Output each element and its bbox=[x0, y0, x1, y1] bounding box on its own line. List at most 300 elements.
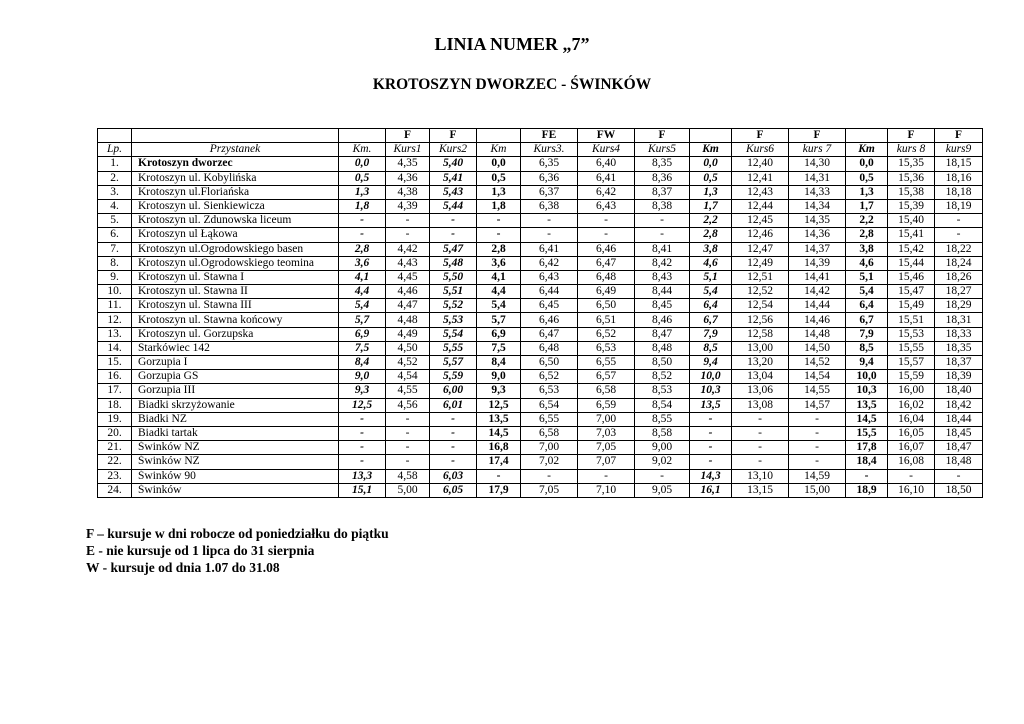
table-row-cell: 13,06 bbox=[732, 384, 789, 398]
table-row bbox=[98, 370, 983, 384]
header-row-cell: Kurs3. bbox=[521, 143, 578, 157]
table-row-cell: 6,44 bbox=[521, 285, 578, 299]
table-row bbox=[98, 426, 983, 440]
table-row-cell: 4,52 bbox=[386, 356, 430, 370]
table-row-cell: 14,57 bbox=[789, 398, 846, 412]
table-row-cell: 5,00 bbox=[386, 483, 430, 497]
table-row-cell: 6,51 bbox=[578, 313, 635, 327]
table-row-cell: - bbox=[430, 455, 477, 469]
table-row-cell: 12,58 bbox=[732, 327, 789, 341]
table-row-cell: - bbox=[430, 426, 477, 440]
table-row-cell: 5,52 bbox=[430, 299, 477, 313]
table-row-cell: 5,43 bbox=[430, 185, 477, 199]
table-row-cell: 5. bbox=[98, 214, 132, 228]
table-row-cell: 1,3 bbox=[690, 185, 732, 199]
table-row-cell: 10,3 bbox=[690, 384, 732, 398]
table-row-cell: 18,40 bbox=[935, 384, 983, 398]
table-row-cell: - bbox=[888, 469, 935, 483]
table-row-cell: 4,1 bbox=[339, 270, 386, 284]
table-row-cell: 14,5 bbox=[477, 426, 521, 440]
table-row-cell: 7,00 bbox=[521, 441, 578, 455]
table-row-cell: 4,56 bbox=[386, 398, 430, 412]
table-row-cell: 18,18 bbox=[935, 185, 983, 199]
table-row-cell: 4,55 bbox=[386, 384, 430, 398]
table-row-cell: 14,30 bbox=[789, 157, 846, 171]
table-row-cell: Krotoszyn ul. Stawna II bbox=[132, 285, 339, 299]
table-row-cell: 12,46 bbox=[732, 228, 789, 242]
table-row-cell: 18,37 bbox=[935, 356, 983, 370]
table-row-cell: 8,5 bbox=[690, 341, 732, 355]
table-row-cell: 2,2 bbox=[846, 214, 888, 228]
table-row-cell: 2. bbox=[98, 171, 132, 185]
table-row-cell: 6,48 bbox=[521, 341, 578, 355]
table-row-cell: - bbox=[935, 228, 983, 242]
table-row-cell: 5,1 bbox=[690, 270, 732, 284]
table-row-cell: 12,54 bbox=[732, 299, 789, 313]
table-row-cell: 8,58 bbox=[635, 426, 690, 440]
table-row-cell: 0,0 bbox=[846, 157, 888, 171]
header-row-cell: kurs9 bbox=[935, 143, 983, 157]
table-row-cell: 12. bbox=[98, 313, 132, 327]
table-row-cell: 13,5 bbox=[690, 398, 732, 412]
table-row-cell: - bbox=[846, 469, 888, 483]
table-row-cell: 13,15 bbox=[732, 483, 789, 497]
table-row-cell: 4. bbox=[98, 199, 132, 213]
table-row-cell: 14,52 bbox=[789, 356, 846, 370]
table-row-cell: Biadki skrzyżowanie bbox=[132, 398, 339, 412]
table-row-cell: 5,44 bbox=[430, 199, 477, 213]
table-row-cell: 18,47 bbox=[935, 441, 983, 455]
table-row-cell: 9,4 bbox=[846, 356, 888, 370]
table-row-cell: 3. bbox=[98, 185, 132, 199]
table-row-cell: 6,55 bbox=[578, 356, 635, 370]
table-row-cell: - bbox=[339, 441, 386, 455]
flag-row-cell bbox=[477, 129, 521, 143]
table-row-cell: 5,51 bbox=[430, 285, 477, 299]
table-row-cell: 9,0 bbox=[477, 370, 521, 384]
table-row-cell: 0,5 bbox=[477, 171, 521, 185]
table-row-cell: 5,41 bbox=[430, 171, 477, 185]
table-row-cell: 15,51 bbox=[888, 313, 935, 327]
table-row-cell: 23. bbox=[98, 469, 132, 483]
table-row bbox=[98, 398, 983, 412]
table-row-cell: - bbox=[339, 228, 386, 242]
table-row-cell: Krotoszyn ul. Sienkiewicza bbox=[132, 199, 339, 213]
table-row-cell: 8,36 bbox=[635, 171, 690, 185]
table-row-cell: 18,35 bbox=[935, 341, 983, 355]
table-row-cell: - bbox=[635, 228, 690, 242]
table-row-cell: - bbox=[477, 214, 521, 228]
table-row bbox=[98, 171, 983, 185]
table-row-cell: 8,48 bbox=[635, 341, 690, 355]
table-row-cell: 6,53 bbox=[578, 341, 635, 355]
table-row-cell: - bbox=[477, 469, 521, 483]
table-row-cell: 15,49 bbox=[888, 299, 935, 313]
table-row-cell: 12,43 bbox=[732, 185, 789, 199]
table-row-cell: 15,55 bbox=[888, 341, 935, 355]
table-row-cell: Biadki NZ bbox=[132, 412, 339, 426]
table-row-cell: 12,5 bbox=[477, 398, 521, 412]
table-row-cell: 8. bbox=[98, 256, 132, 270]
table-row-cell: 7,9 bbox=[690, 327, 732, 341]
table-row-cell: 16,00 bbox=[888, 384, 935, 398]
table-row bbox=[98, 199, 983, 213]
table-row-cell: 4,50 bbox=[386, 341, 430, 355]
table-row bbox=[98, 441, 983, 455]
table-row-cell: 6. bbox=[98, 228, 132, 242]
table-row-cell: 15,46 bbox=[888, 270, 935, 284]
table-row-cell: - bbox=[690, 412, 732, 426]
table-row-cell: - bbox=[789, 441, 846, 455]
table-row-cell: 14,42 bbox=[789, 285, 846, 299]
table-row-cell: Biadki tartak bbox=[132, 426, 339, 440]
flag-row-cell bbox=[339, 129, 386, 143]
flag-row-cell: F bbox=[386, 129, 430, 143]
table-row-cell: 6,36 bbox=[521, 171, 578, 185]
flag-row bbox=[98, 129, 983, 143]
table-row-cell: 18,15 bbox=[935, 157, 983, 171]
table-row-cell: 1,3 bbox=[339, 185, 386, 199]
table-row-cell: 6,49 bbox=[578, 285, 635, 299]
table-row-cell: 8,4 bbox=[477, 356, 521, 370]
table-row-cell: 8,55 bbox=[635, 412, 690, 426]
table-row-cell: Krotoszyn ul. Zdunowska liceum bbox=[132, 214, 339, 228]
header-row-cell: kurs 7 bbox=[789, 143, 846, 157]
table-row-cell: 4,38 bbox=[386, 185, 430, 199]
table-row-cell: 0,0 bbox=[690, 157, 732, 171]
table-row-cell: 6,41 bbox=[521, 242, 578, 256]
table-row-cell: 6,46 bbox=[521, 313, 578, 327]
table-row-cell: 6,43 bbox=[578, 199, 635, 213]
table-row-cell: 8,38 bbox=[635, 199, 690, 213]
table-row-cell: 6,01 bbox=[430, 398, 477, 412]
table-row bbox=[98, 242, 983, 256]
table-row-cell: 15,42 bbox=[888, 242, 935, 256]
table-row-cell: 18,22 bbox=[935, 242, 983, 256]
table-row-cell: 16. bbox=[98, 370, 132, 384]
flag-row-cell: F bbox=[789, 129, 846, 143]
table-row-cell: 6,55 bbox=[521, 412, 578, 426]
table-row-cell: 14,55 bbox=[789, 384, 846, 398]
table-row-cell: 6,4 bbox=[846, 299, 888, 313]
table-row-cell: - bbox=[578, 214, 635, 228]
table-row-cell: 16,02 bbox=[888, 398, 935, 412]
table-row-cell: 5,4 bbox=[846, 285, 888, 299]
table-row-cell: 16,05 bbox=[888, 426, 935, 440]
table-row-cell: 18,45 bbox=[935, 426, 983, 440]
table-row-cell: 18,42 bbox=[935, 398, 983, 412]
table-row-cell: - bbox=[935, 214, 983, 228]
table-row-cell: 7,05 bbox=[578, 441, 635, 455]
table-row-cell: 4,4 bbox=[339, 285, 386, 299]
table-row-cell: Świnków bbox=[132, 483, 339, 497]
table-row bbox=[98, 483, 983, 497]
flag-row-cell bbox=[132, 129, 339, 143]
table-row-cell: 4,6 bbox=[846, 256, 888, 270]
table-row-cell: 14,31 bbox=[789, 171, 846, 185]
table-row-cell: 16,07 bbox=[888, 441, 935, 455]
table-row-cell: 8,52 bbox=[635, 370, 690, 384]
table-row-cell: Krotoszyn ul. Stawna końcowy bbox=[132, 313, 339, 327]
flag-row-cell bbox=[846, 129, 888, 143]
table-row-cell: 15,40 bbox=[888, 214, 935, 228]
table-row-cell: 14. bbox=[98, 341, 132, 355]
table-row-cell: 8,5 bbox=[846, 341, 888, 355]
table-row-cell: 18,27 bbox=[935, 285, 983, 299]
table-row-cell: 5,7 bbox=[477, 313, 521, 327]
table-row bbox=[98, 341, 983, 355]
table-row-cell: - bbox=[521, 469, 578, 483]
table-row-cell: 6,50 bbox=[521, 356, 578, 370]
table-row-cell: 6,40 bbox=[578, 157, 635, 171]
table-row-cell: 5,48 bbox=[430, 256, 477, 270]
table-row-cell: 0,5 bbox=[339, 171, 386, 185]
table-row-cell: 18,48 bbox=[935, 455, 983, 469]
table-row-cell: 17,9 bbox=[477, 483, 521, 497]
table-row-cell: 12,49 bbox=[732, 256, 789, 270]
table-row-cell: 6,59 bbox=[578, 398, 635, 412]
table-row-cell: 4,46 bbox=[386, 285, 430, 299]
table-row-cell: 14,35 bbox=[789, 214, 846, 228]
table-row-cell: 6,7 bbox=[846, 313, 888, 327]
table-row-cell: 14,3 bbox=[690, 469, 732, 483]
table-row bbox=[98, 327, 983, 341]
header-row-cell: Km bbox=[846, 143, 888, 157]
table-row bbox=[98, 256, 983, 270]
table-row-cell: 9,4 bbox=[690, 356, 732, 370]
table-row-cell: 10,0 bbox=[690, 370, 732, 384]
header-row-cell: Kurs5 bbox=[635, 143, 690, 157]
table-row-cell: 13,10 bbox=[732, 469, 789, 483]
table-row-cell: - bbox=[789, 455, 846, 469]
header-row-cell: Kurs6 bbox=[732, 143, 789, 157]
table-row-cell: 10. bbox=[98, 285, 132, 299]
table-row-cell: 4,39 bbox=[386, 199, 430, 213]
table-row-cell: - bbox=[386, 214, 430, 228]
table-row bbox=[98, 185, 983, 199]
table-row bbox=[98, 313, 983, 327]
table-row-cell: 6,7 bbox=[690, 313, 732, 327]
table-row-cell: 14,54 bbox=[789, 370, 846, 384]
table-row-cell: Świnków NZ bbox=[132, 455, 339, 469]
table-row-cell: 15,38 bbox=[888, 185, 935, 199]
flag-row-cell bbox=[690, 129, 732, 143]
table-row-cell: 4,49 bbox=[386, 327, 430, 341]
table-row-cell: - bbox=[935, 469, 983, 483]
table-row-cell: Krotoszyn ul.Floriańska bbox=[132, 185, 339, 199]
table-row-cell: 16,1 bbox=[690, 483, 732, 497]
table-row-cell: 15,59 bbox=[888, 370, 935, 384]
table-row-cell: 6,58 bbox=[521, 426, 578, 440]
table-row-cell: 14,34 bbox=[789, 199, 846, 213]
table-row-cell: - bbox=[732, 441, 789, 455]
table-row-cell: 6,37 bbox=[521, 185, 578, 199]
table-row-cell: 6,46 bbox=[578, 242, 635, 256]
table-row-cell: 15,44 bbox=[888, 256, 935, 270]
table-row-cell: 6,47 bbox=[521, 327, 578, 341]
table-row-cell: - bbox=[732, 455, 789, 469]
table-row-cell: 2,8 bbox=[690, 228, 732, 242]
table-row-cell: 8,54 bbox=[635, 398, 690, 412]
table-row-cell: Krotoszyn ul Łąkowa bbox=[132, 228, 339, 242]
flag-row-cell: F bbox=[635, 129, 690, 143]
table-row-cell: 6,58 bbox=[578, 384, 635, 398]
table-row-cell: - bbox=[386, 455, 430, 469]
table-row-cell: - bbox=[789, 426, 846, 440]
table-row-cell: 9,05 bbox=[635, 483, 690, 497]
table-row-cell: 15,36 bbox=[888, 171, 935, 185]
table-row-cell: 8,47 bbox=[635, 327, 690, 341]
table-row-cell: 18,31 bbox=[935, 313, 983, 327]
table-row-cell: 2,8 bbox=[477, 242, 521, 256]
table-row-cell: - bbox=[386, 412, 430, 426]
table-row-cell: 6,00 bbox=[430, 384, 477, 398]
table-row-cell: - bbox=[578, 469, 635, 483]
table-row-cell: 19. bbox=[98, 412, 132, 426]
table-row-cell: - bbox=[635, 469, 690, 483]
table-row-cell: 12,47 bbox=[732, 242, 789, 256]
table-row-cell: 5,53 bbox=[430, 313, 477, 327]
table-row-cell: 8,37 bbox=[635, 185, 690, 199]
table-row-cell: 15,1 bbox=[339, 483, 386, 497]
table-row-cell: 6,41 bbox=[578, 171, 635, 185]
table-row-cell: 22. bbox=[98, 455, 132, 469]
table-row-cell: 3,6 bbox=[339, 256, 386, 270]
flag-row-cell: F bbox=[732, 129, 789, 143]
table-row-cell: 4,45 bbox=[386, 270, 430, 284]
table-row-cell: 1,3 bbox=[846, 185, 888, 199]
flag-row-cell: FE bbox=[521, 129, 578, 143]
table-row-cell: 6,42 bbox=[578, 185, 635, 199]
header-row-cell: Km bbox=[690, 143, 732, 157]
table-row-cell: 6,50 bbox=[578, 299, 635, 313]
table-row-cell: 3,8 bbox=[690, 242, 732, 256]
table-row-cell: - bbox=[690, 455, 732, 469]
legend-item-e: E - nie kursuje od 1 lipca do 31 sierpnia bbox=[86, 543, 315, 558]
table-row-cell: 8,42 bbox=[635, 256, 690, 270]
table-row-cell: 8,41 bbox=[635, 242, 690, 256]
table-row-cell: Krotoszyn ul. Stawna I bbox=[132, 270, 339, 284]
header-row-cell: Kurs2 bbox=[430, 143, 477, 157]
header-row-cell: Km. bbox=[339, 143, 386, 157]
table-row-cell: 6,47 bbox=[578, 256, 635, 270]
table-row-cell: - bbox=[386, 228, 430, 242]
table-row-cell: 16,8 bbox=[477, 441, 521, 455]
table-row-cell: Krotoszyn ul.Ogrodowskiego teomina bbox=[132, 256, 339, 270]
table-row-cell: 14,33 bbox=[789, 185, 846, 199]
table-row-cell: 9,0 bbox=[339, 370, 386, 384]
table-row-cell: 18,24 bbox=[935, 256, 983, 270]
header-row bbox=[98, 143, 983, 157]
table-row-cell: 6,42 bbox=[521, 256, 578, 270]
table-row-cell: 16,08 bbox=[888, 455, 935, 469]
table-row-cell: - bbox=[732, 426, 789, 440]
table-row-cell: 4,4 bbox=[477, 285, 521, 299]
table-row-cell: 18,19 bbox=[935, 199, 983, 213]
flag-row-cell: F bbox=[935, 129, 983, 143]
table-row-cell: - bbox=[430, 441, 477, 455]
table-row-cell: 7,9 bbox=[846, 327, 888, 341]
table-row-cell: 7,00 bbox=[578, 412, 635, 426]
table-row-cell: 18,44 bbox=[935, 412, 983, 426]
table-row-cell: 5,57 bbox=[430, 356, 477, 370]
table-row-cell: - bbox=[578, 228, 635, 242]
header-row-cell: Przystanek bbox=[132, 143, 339, 157]
table-row-cell: 14,44 bbox=[789, 299, 846, 313]
table-row-cell: Świnków NZ bbox=[132, 441, 339, 455]
table-row-cell: 6,43 bbox=[521, 270, 578, 284]
table-row-cell: 15,47 bbox=[888, 285, 935, 299]
table-row-cell: 8,53 bbox=[635, 384, 690, 398]
table-row-cell: 1,7 bbox=[690, 199, 732, 213]
table-row-cell: 13. bbox=[98, 327, 132, 341]
table-row bbox=[98, 299, 983, 313]
table-row-cell: 8,50 bbox=[635, 356, 690, 370]
table-row bbox=[98, 214, 983, 228]
table-row-cell: 13,08 bbox=[732, 398, 789, 412]
table-row-cell: 12,5 bbox=[339, 398, 386, 412]
table-row-cell: 3,8 bbox=[846, 242, 888, 256]
table-row-cell: 5,55 bbox=[430, 341, 477, 355]
table-row-cell: 4,42 bbox=[386, 242, 430, 256]
header-row-cell: Kurs1 bbox=[386, 143, 430, 157]
table-row-cell: 1,8 bbox=[339, 199, 386, 213]
table-row-cell: 14,39 bbox=[789, 256, 846, 270]
table-row-cell: 4,35 bbox=[386, 157, 430, 171]
table-row-cell: - bbox=[386, 426, 430, 440]
table-row-cell: 15,41 bbox=[888, 228, 935, 242]
table-row-cell: - bbox=[789, 412, 846, 426]
table-row bbox=[98, 356, 983, 370]
table-row bbox=[98, 455, 983, 469]
table-row-cell: Krotoszyn ul. Kobylińska bbox=[132, 171, 339, 185]
legend-item-w: W - kursuje od dnia 1.07 do 31.08 bbox=[86, 560, 280, 575]
table-row-cell: - bbox=[521, 228, 578, 242]
table-row-cell: 7,5 bbox=[477, 341, 521, 355]
table-row-cell: 6,54 bbox=[521, 398, 578, 412]
table-row-cell: 4,43 bbox=[386, 256, 430, 270]
table-row-cell: 7,07 bbox=[578, 455, 635, 469]
table-row-cell: 12,56 bbox=[732, 313, 789, 327]
table-row-cell: 20. bbox=[98, 426, 132, 440]
table-row-cell: 18,29 bbox=[935, 299, 983, 313]
table-row-cell: Świnków 90 bbox=[132, 469, 339, 483]
table-row-cell: - bbox=[339, 412, 386, 426]
table-row bbox=[98, 285, 983, 299]
table-row-cell: 2,2 bbox=[690, 214, 732, 228]
table-row-cell: 4,6 bbox=[690, 256, 732, 270]
table-row-cell: 18,9 bbox=[846, 483, 888, 497]
legend bbox=[86, 525, 389, 576]
table-row-cell: 10,3 bbox=[846, 384, 888, 398]
table-row-cell: 24. bbox=[98, 483, 132, 497]
table-row-cell: Krotoszyn ul.Ogrodowskiego basen bbox=[132, 242, 339, 256]
table-row bbox=[98, 228, 983, 242]
table-row-cell: 12,40 bbox=[732, 157, 789, 171]
table-row-cell: 1,3 bbox=[477, 185, 521, 199]
table-row-cell: 6,52 bbox=[521, 370, 578, 384]
timetable bbox=[97, 128, 983, 498]
table-row-cell: 4,58 bbox=[386, 469, 430, 483]
table-row-cell: - bbox=[430, 214, 477, 228]
table-row-cell: 5,50 bbox=[430, 270, 477, 284]
table-row-cell: 15. bbox=[98, 356, 132, 370]
header-row-cell: Lp. bbox=[98, 143, 132, 157]
table-row-cell: 5,59 bbox=[430, 370, 477, 384]
table-row-cell: 15,39 bbox=[888, 199, 935, 213]
table-row-cell: 18,26 bbox=[935, 270, 983, 284]
table-row-cell: 15,53 bbox=[888, 327, 935, 341]
